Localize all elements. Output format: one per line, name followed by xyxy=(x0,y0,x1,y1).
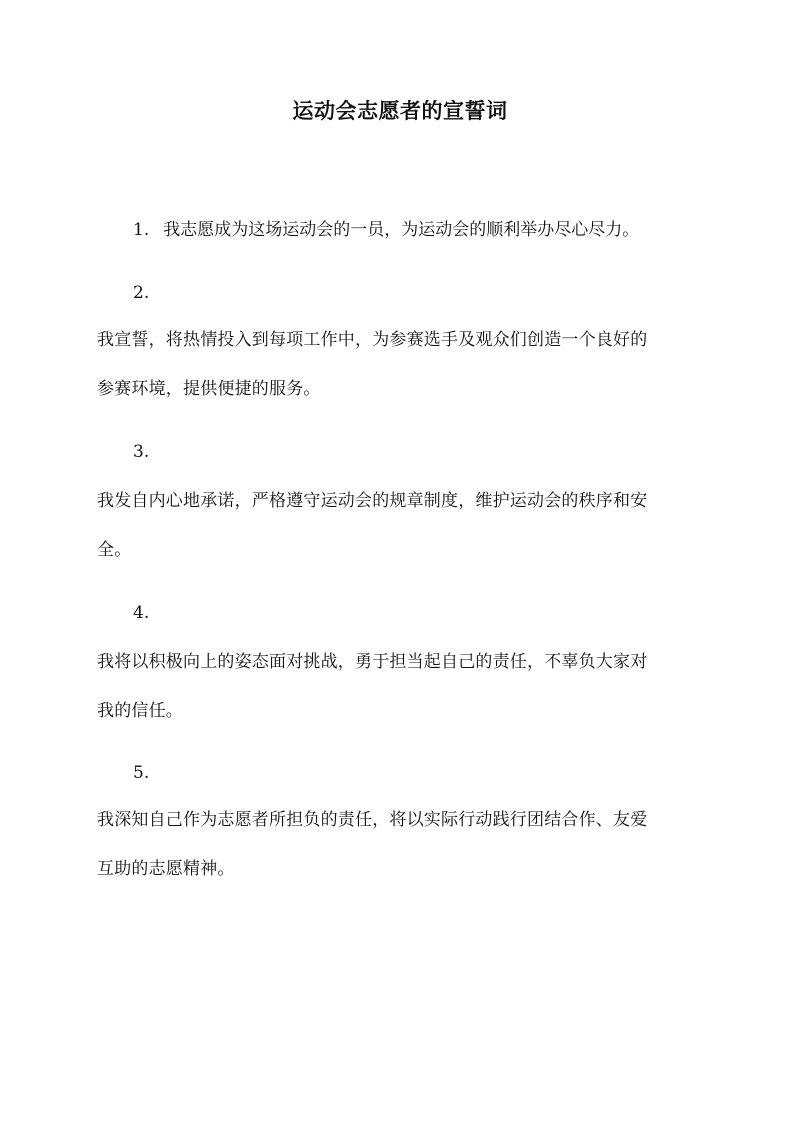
pledge-item-1 xyxy=(133,218,639,242)
pledge-number-3: 3. xyxy=(133,442,150,462)
pledge-number-2: 2. xyxy=(133,283,150,303)
pledge-text-1-line-1: 我志愿成为这场运动会的一员，为运动会的顺利举办尽心尽力。 xyxy=(163,220,640,240)
pledge-text-3-line-2: 全。 xyxy=(97,540,132,560)
pledge-text-4-line-1: 我将以积极向上的姿态面对挑战，勇于担当起自己的责任，不辜负大家对 xyxy=(97,652,648,672)
pledge-text-5-line-1: 我深知自己作为志愿者所担负的责任，将以实际行动践行团结合作、友爱 xyxy=(97,810,648,830)
pledge-text-5-line-2: 互助的志愿精神。 xyxy=(97,859,235,879)
pledge-number-1: 1. xyxy=(133,220,150,240)
pledge-number-5: 5. xyxy=(133,763,150,783)
pledge-text-2-line-1: 我宣誓，将热情投入到每项工作中，为参赛选手及观众们创造一个良好的 xyxy=(97,330,648,350)
pledge-text-3-line-1: 我发自内心地承诺，严格遵守运动会的规章制度，维护运动会的秩序和安 xyxy=(97,491,648,511)
pledge-text-4-line-2: 我的信任。 xyxy=(97,701,183,721)
pledge-number-4: 4. xyxy=(133,603,150,623)
pledge-text-2-line-2: 参赛环境，提供便捷的服务。 xyxy=(97,379,321,399)
document-title: 运动会志愿者的宣誓词 xyxy=(292,98,508,123)
